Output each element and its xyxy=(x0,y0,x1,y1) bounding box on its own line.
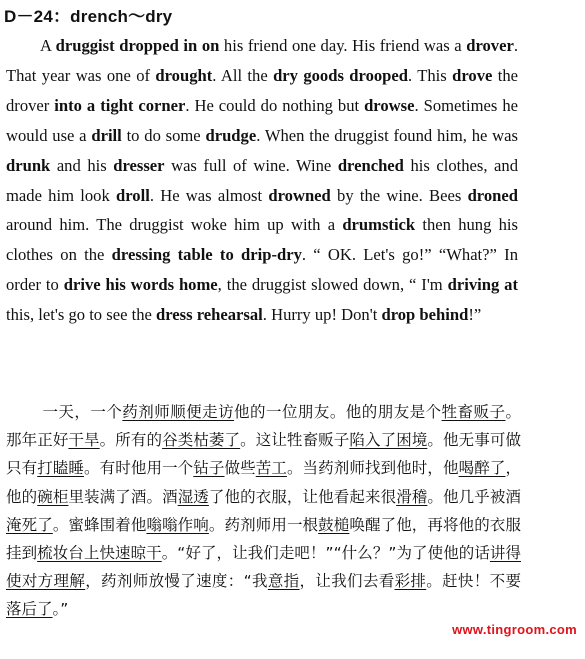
chinese-keyword: 梳妆台上快速晾干 xyxy=(37,544,162,563)
english-text-run: to do some xyxy=(121,125,206,145)
chinese-text-run: 。蜜蜂围着他 xyxy=(52,515,147,534)
chinese-keyword: 鼓槌 xyxy=(318,515,350,534)
english-text-run: . This xyxy=(408,65,453,85)
english-text-run: . All the xyxy=(212,65,274,85)
chinese-text-run: ，他的 xyxy=(6,459,521,506)
chinese-keyword: 彩排 xyxy=(394,572,427,591)
english-keyword: droned xyxy=(467,185,518,205)
english-keyword: dress rehearsal xyxy=(156,305,263,325)
chinese-text-run: 。所有的 xyxy=(99,431,163,450)
chinese-text-run: 。这让牲畜贩子 xyxy=(240,431,350,450)
english-text-run: and his xyxy=(50,155,114,175)
chinese-text-run: ，药剂师放慢了速度：“我 xyxy=(85,572,268,591)
english-keyword: dressing table to drip-dry xyxy=(111,245,302,265)
chinese-text-run: 。赶快！不要 xyxy=(426,572,521,591)
chinese-text-run: ，让我们去看 xyxy=(299,572,395,591)
english-text-run: . He was almost xyxy=(149,185,269,205)
chinese-keyword: 讲得使对方理解 xyxy=(6,544,521,591)
chinese-keyword: 苦工 xyxy=(255,459,287,478)
chinese-text-run: 唤醒了他，再将他的衣服挂到 xyxy=(6,515,521,563)
english-text-run: was full of wine. Wine xyxy=(164,155,338,175)
english-text-run: . When the druggist found him, he was xyxy=(256,125,518,145)
english-text xyxy=(6,36,518,324)
english-keyword: drowse xyxy=(364,95,415,115)
english-text-run: the drover xyxy=(6,65,519,115)
chinese-keyword: 干旱 xyxy=(68,431,100,450)
english-text-run: !” xyxy=(468,305,482,325)
english-text-run: his friend one day. His friend was a xyxy=(219,36,467,55)
chinese-keyword: 牲畜贩子 xyxy=(441,403,506,421)
english-text-run: . “ OK. Let's go!” “What?” In order to xyxy=(6,245,518,295)
chinese-keyword: 湿透 xyxy=(177,487,209,506)
chinese-text-run: 。那年正好 xyxy=(6,403,521,450)
chinese-text xyxy=(6,403,521,618)
english-keyword: drenched xyxy=(337,155,404,175)
chinese-text-run: 。“好了，让我们走吧！”“什么？”为了使他的话 xyxy=(161,544,490,563)
english-text-run: . Sometimes he would use a xyxy=(6,95,518,145)
chinese-passage xyxy=(6,398,521,624)
english-keyword: droll xyxy=(116,185,150,205)
chinese-keyword: 钻子 xyxy=(193,459,225,478)
english-keyword: drove xyxy=(452,65,493,85)
english-text-run: around him. The druggist woke him up with a xyxy=(6,215,343,235)
chinese-keyword: 药剂师顺便走访 xyxy=(122,403,235,421)
english-text-run: , the druggist slowed down, “ I'm xyxy=(217,275,448,295)
chinese-keyword: 谷类 xyxy=(162,431,194,450)
chinese-text-run: 。他无事可做只有 xyxy=(6,431,521,478)
english-text-run: his clothes, and made him look xyxy=(6,155,518,205)
chinese-text-run: 。当药剂师找到他时，他 xyxy=(286,459,459,478)
english-keyword: dry goods xyxy=(273,65,344,85)
english-keyword: druggist dropped in on xyxy=(55,36,220,55)
english-keyword: dresser xyxy=(113,155,165,175)
chinese-keyword: 嗡嗡作响 xyxy=(146,515,209,534)
english-passage xyxy=(6,31,518,330)
chinese-text-run: 。有时他用一个 xyxy=(84,459,194,478)
english-keyword: drunk xyxy=(6,155,51,175)
page-header: D－24：drench～dry xyxy=(4,7,173,26)
chinese-keyword: 落后了 xyxy=(6,600,53,619)
english-text-run: . Hurry up! Don't xyxy=(262,305,382,325)
chinese-text-run: 里装满了酒。酒 xyxy=(68,487,178,506)
chinese-text-run: 。他几乎被酒 xyxy=(427,487,521,506)
english-keyword: driving at xyxy=(447,275,518,295)
english-keyword: drill xyxy=(91,125,122,145)
english-keyword: into a tight corner xyxy=(54,95,186,115)
english-text-run: this, let's go to see the xyxy=(6,305,157,325)
chinese-text-run: 做些 xyxy=(224,459,256,478)
english-keyword: drop behind xyxy=(381,305,469,325)
english-text-run: by the wine. Bees xyxy=(330,185,468,205)
chinese-keyword: 淹死了 xyxy=(6,515,53,534)
chinese-text-run: 他的一位朋友。他的朋友是个 xyxy=(234,403,442,421)
english-text-run: . That year was one of xyxy=(6,36,518,85)
english-text-run: A xyxy=(40,36,56,55)
english-text-run: . He could do nothing but xyxy=(185,95,365,115)
chinese-keyword: 滑稽 xyxy=(396,487,428,506)
chinese-text-run: 了他的衣服，让他看起来很 xyxy=(208,487,397,506)
english-keyword: drowned xyxy=(268,185,331,205)
chinese-keyword: 碗柜 xyxy=(37,487,69,506)
english-keyword: drumstick xyxy=(342,215,416,235)
chinese-keyword: 意指 xyxy=(267,572,300,591)
english-keyword: drudge xyxy=(205,125,257,145)
chinese-keyword: 打瞌睡 xyxy=(37,459,85,478)
english-keyword: drover xyxy=(466,36,514,55)
english-keyword: drooped xyxy=(349,65,409,85)
chinese-text-run: 。” xyxy=(52,600,69,619)
chinese-text-run: 。药剂师用一根 xyxy=(208,515,319,534)
english-text-run: then hung his clothes on the xyxy=(6,215,518,265)
watermark-logo: www.tingroom.com xyxy=(452,622,577,637)
english-keyword: drought xyxy=(155,65,213,85)
chinese-keyword: 枯萎了 xyxy=(193,431,241,450)
chinese-text-run: 一天，一个 xyxy=(42,403,123,421)
chinese-keyword: 陷入了困境 xyxy=(349,431,428,450)
english-keyword: drive his words home xyxy=(63,275,218,295)
chinese-keyword: 喝醉了 xyxy=(458,459,506,478)
